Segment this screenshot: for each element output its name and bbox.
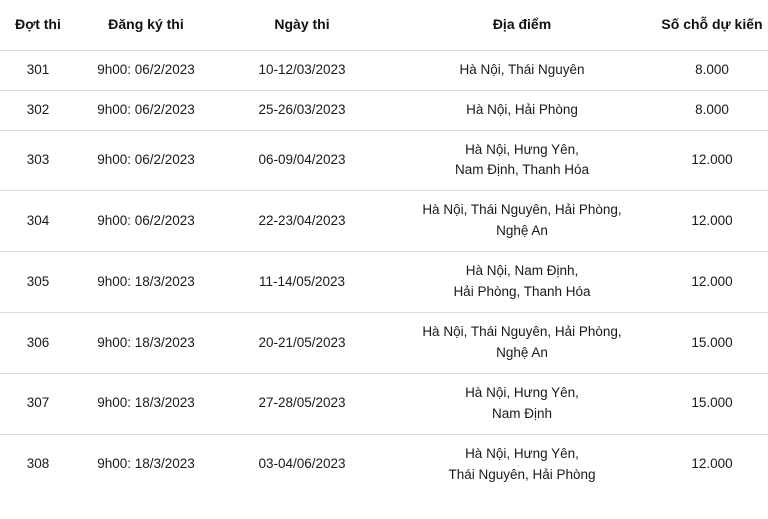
cell-dang-ky-thi: 9h00: 18/3/2023 [76, 252, 216, 313]
table-row [0, 50, 768, 90]
cell-dot-thi: 305 [0, 252, 76, 313]
table-row [0, 373, 768, 434]
cell-ngay-thi: 11-14/05/2023 [216, 252, 388, 313]
column-header-dia-diem: Địa điểm [388, 0, 656, 50]
cell-ngay-thi: 22-23/04/2023 [216, 191, 388, 252]
cell-dot-thi: 301 [0, 50, 76, 90]
table-header [0, 0, 768, 50]
cell-dia-diem [388, 434, 656, 494]
cell-dot-thi: 307 [0, 373, 76, 434]
dia-diem-line: Nam Định [491, 405, 553, 421]
cell-dot-thi: 302 [0, 90, 76, 130]
cell-dia-diem [388, 50, 656, 90]
cell-ngay-thi: 10-12/03/2023 [216, 50, 388, 90]
cell-ngay-thi: 27-28/05/2023 [216, 373, 388, 434]
dia-diem-line: Hà Nội, Hưng Yên, [465, 141, 579, 157]
cell-dang-ky-thi: 9h00: 18/3/2023 [76, 313, 216, 374]
dia-diem-line: Thái Nguyên, Hải Phòng [448, 466, 596, 482]
cell-so-cho: 12.000 [656, 191, 768, 252]
cell-dang-ky-thi: 9h00: 06/2/2023 [76, 130, 216, 191]
table-row [0, 90, 768, 130]
dia-diem-line: Hà Nội, Hưng Yên, [465, 445, 579, 461]
dia-diem-line: Nam Định, Thanh Hóa [454, 162, 590, 178]
cell-dang-ky-thi: 9h00: 06/2/2023 [76, 191, 216, 252]
dia-diem-line: Hà Nội, Nam Định, [465, 263, 579, 279]
table-row [0, 252, 768, 313]
table-row [0, 130, 768, 191]
cell-so-cho: 8.000 [656, 90, 768, 130]
dia-diem-line: Hà Nội, Hưng Yên, [465, 384, 579, 400]
cell-dang-ky-thi: 9h00: 06/2/2023 [76, 50, 216, 90]
cell-dang-ky-thi: 9h00: 18/3/2023 [97, 456, 195, 472]
cell-dot-thi: 306 [0, 313, 76, 374]
cell-dot-thi: 304 [0, 191, 76, 252]
cell-so-cho: 12.000 [691, 456, 733, 472]
table-body [0, 50, 768, 494]
cell-so-cho: 8.000 [656, 50, 768, 90]
cell-dia-diem [388, 373, 656, 434]
cell-dang-ky-thi: 9h00: 06/2/2023 [76, 90, 216, 130]
cell-ngay-thi: 06-09/04/2023 [216, 130, 388, 191]
cell-ngay-thi: 25-26/03/2023 [216, 90, 388, 130]
cell-dot-thi: 308 [26, 456, 50, 472]
cell-so-cho: 15.000 [656, 373, 768, 434]
table-row [0, 434, 768, 494]
cell-so-cho: 12.000 [656, 252, 768, 313]
cell-dia-diem [388, 252, 656, 313]
cell-so-cho: 12.000 [656, 130, 768, 191]
dia-diem-line: Hà Nội, Thái Nguyên [459, 61, 585, 77]
cell-ngay-thi: 03-04/06/2023 [258, 456, 346, 472]
cell-ngay-thi: 20-21/05/2023 [216, 313, 388, 374]
dia-diem-line: Nghệ An [496, 223, 548, 239]
cell-dia-diem [388, 130, 656, 191]
column-header-so-cho: Số chỗ dự kiến [656, 0, 768, 50]
cell-dia-diem [388, 191, 656, 252]
column-header-ngay-thi: Ngày thi [216, 0, 388, 50]
dia-diem-line: Hải Phòng, Thanh Hóa [453, 284, 591, 300]
dia-diem-line: Hà Nội, Thái Nguyên, Hải Phòng, [422, 324, 622, 340]
column-header-dot-thi: Đợt thi [0, 0, 76, 50]
cell-dot-thi: 303 [0, 130, 76, 191]
table-row [0, 191, 768, 252]
table-row [0, 313, 768, 374]
cell-dang-ky-thi: 9h00: 18/3/2023 [76, 373, 216, 434]
dia-diem-line: Nghệ An [496, 344, 548, 360]
cell-so-cho: 15.000 [656, 313, 768, 374]
column-header-dang-ky-thi: Đăng ký thi [76, 0, 216, 50]
cell-dia-diem [388, 90, 656, 130]
dia-diem-line: Hà Nội, Hải Phòng [466, 101, 578, 117]
table-header-row [0, 0, 768, 50]
dia-diem-line: Hà Nội, Thái Nguyên, Hải Phòng, [422, 202, 622, 218]
cell-dia-diem [388, 313, 656, 374]
